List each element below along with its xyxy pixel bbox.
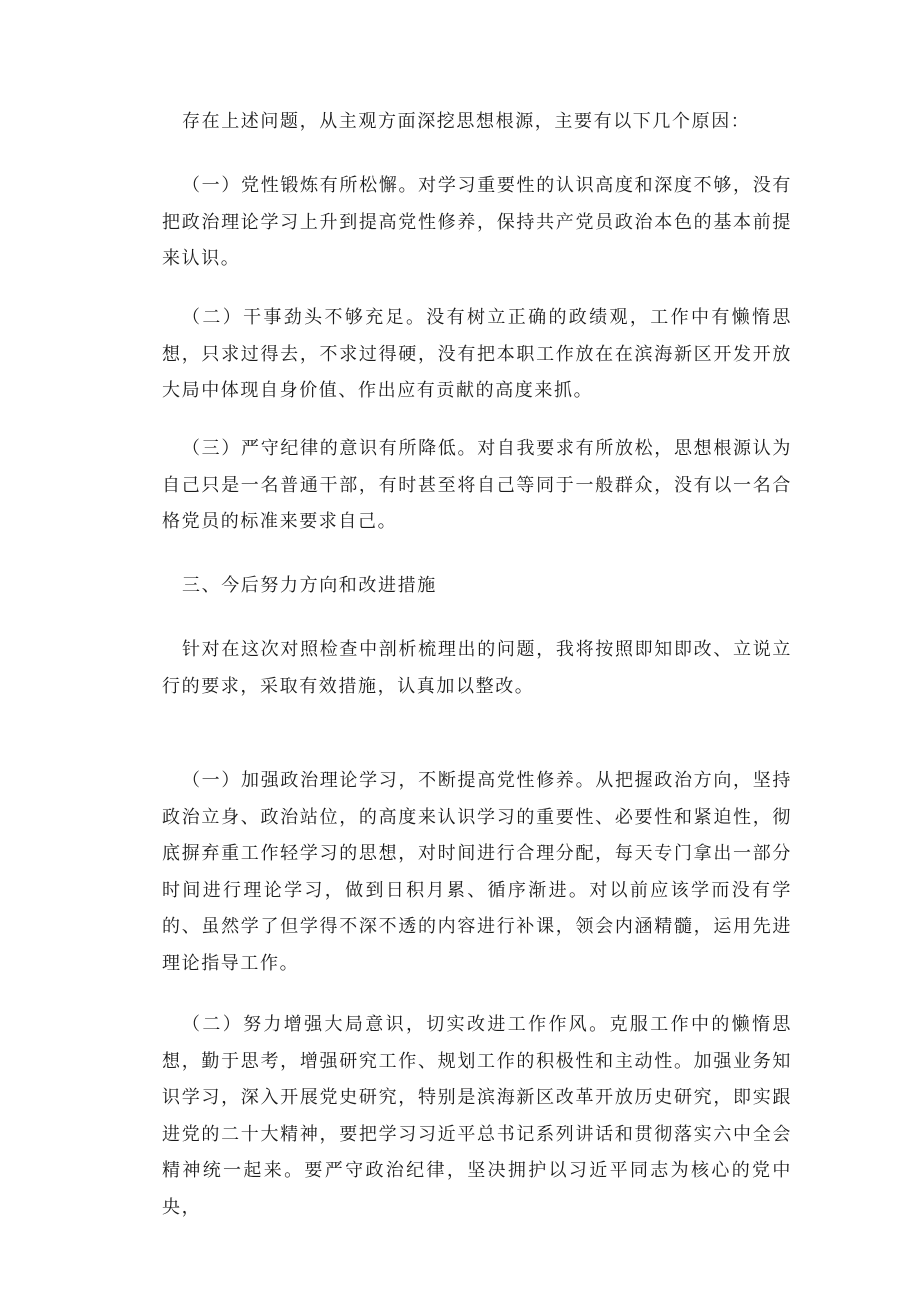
section-heading-3: 三、今后努力方向和改进措施 bbox=[182, 575, 437, 596]
paragraph-measure-1: （一）加强政治理论学习，不断提高党性修养。从把握政治方向，坚持政治立身、政治站位，的高度来认识学习的重要性、必要性和紧迫性，彻底摒弃重工作轻学习的思想，对时间进行合理分配，每天专门拿出一部分时间进行理论学习，做到日积月累、循序渐进。对以前应该学而没有学的、虽然学了但学得不深不透的内容进行补课，领会内涵精髓，运用先进理论指导工作。 bbox=[162, 770, 792, 974]
paragraph-cause-2: （二）干事劲头不够充足。没有树立正确的政绩观，工作中有懒惰思想，只求过得去，不求过得硬，没有把本职工作放在在滨海新区开发开放大局中体现自身价值、作出应有贡献的高度来抓。 bbox=[162, 307, 792, 401]
paragraph-cause-3: （三）严守纪律的意识有所降低。对自我要求有所放松，思想根源认为自己只是一名普通干部，有时甚至将自己等同于一般群众，没有以一名合格党员的标准来要求自己。 bbox=[162, 438, 792, 532]
paragraph-measure-2: （二）努力增强大局意识，切实改进工作作风。克服工作中的懒惰思想，勤于思考，增强研究工作、规划工作的积极性和主动性。加强业务知识学习，深入开展党史研究，特别是滨海新区改革开放历史研究，即实跟进党的二十大精神，要把学习习近平总书记系列讲话和贯彻落实六中全会精神统一起来。要严守政治纪律，坚决拥护以习近平同志为核心的党中央， bbox=[162, 1014, 792, 1218]
paragraph-cause-1: （一）党性锻炼有所松懈。对学习重要性的认识高度和深度不够，没有把政治理论学习上升到提高党性修养，保持共产党员政治本色的基本前提来认识。 bbox=[162, 175, 792, 269]
paragraph-root-causes-intro: 存在上述问题，从主观方面深挖思想根源，主要有以下几个原因： bbox=[182, 111, 751, 132]
paragraph-measures-intro: 针对在这次对照检查中剖析梳理出的问题，我将按照即知即改、立说立行的要求，采取有效措施，认真加以整改。 bbox=[162, 639, 792, 697]
